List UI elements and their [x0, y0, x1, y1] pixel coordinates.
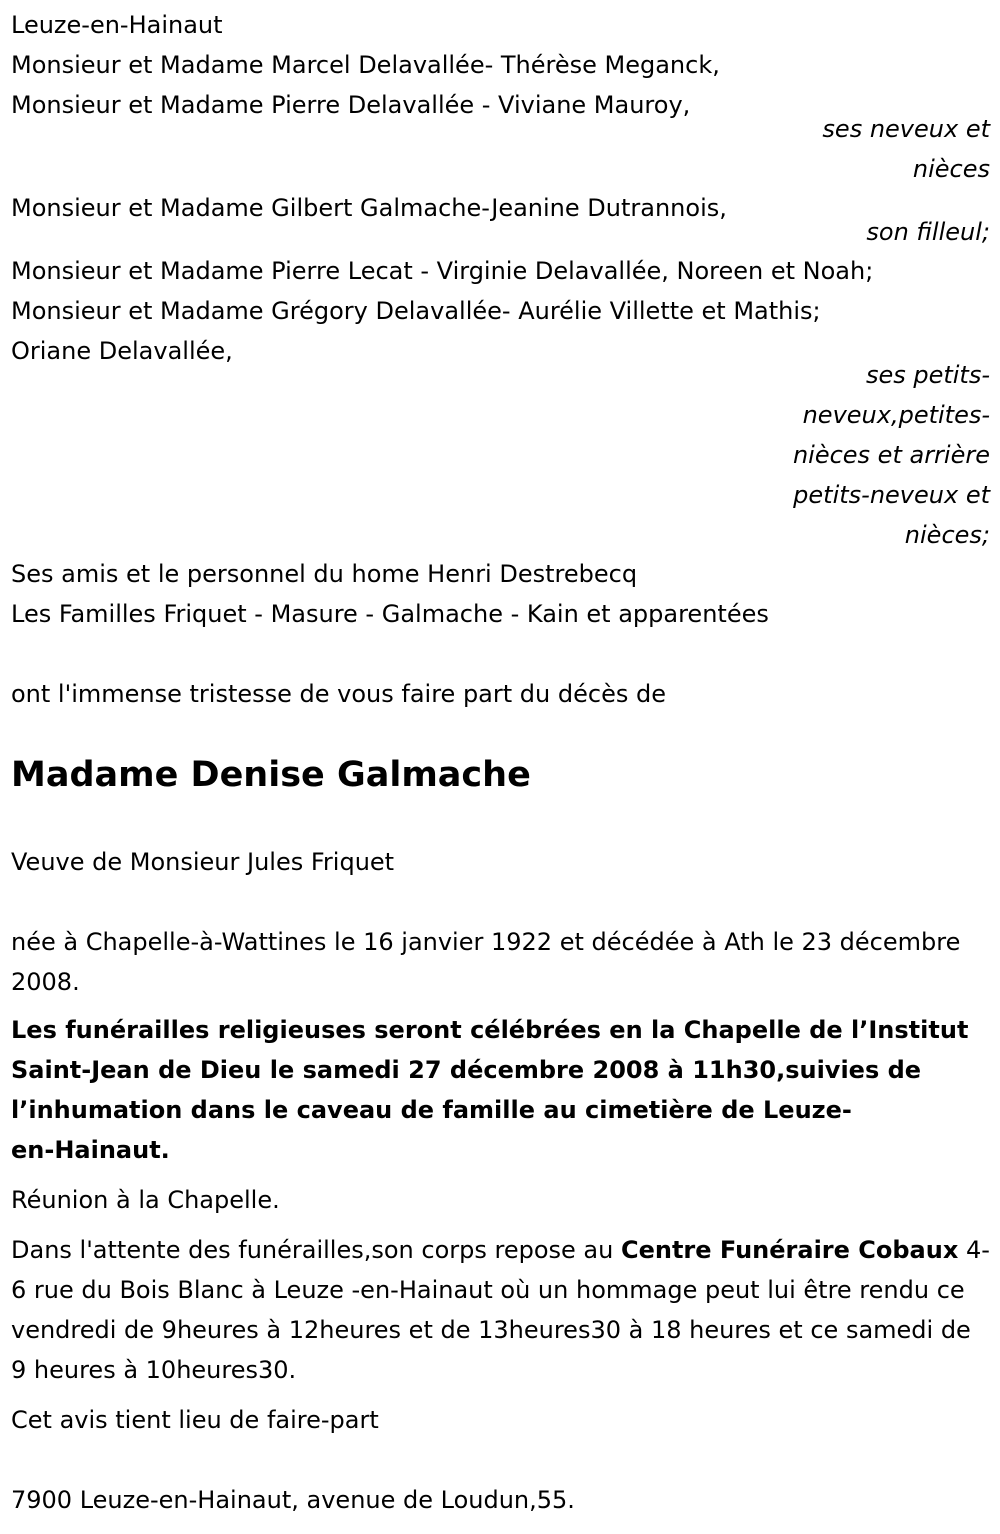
- relation-label: nièces: [912, 155, 990, 183]
- funeral-center-name: Centre Funéraire Cobaux: [620, 1236, 959, 1264]
- family-line: Monsieur et Madame Marcel Delavallée- Thérèse Meganck,: [11, 51, 720, 79]
- relation-label: neveux,petites-: [802, 401, 990, 429]
- repose-intro: Dans l'attente des funérailles,son corps repose au: [11, 1236, 621, 1264]
- widow-line: Veuve de Monsieur Jules Friquet: [11, 848, 395, 876]
- relation-label: nièces;: [904, 521, 990, 549]
- family-line: Monsieur et Madame Gilbert Galmache-Jeanine Dutrannois,: [11, 194, 727, 222]
- relation-label: ses petits-: [865, 361, 990, 389]
- address-line: 7900 Leuze-en-Hainaut, avenue de Loudun,55.: [11, 1486, 575, 1514]
- birth-death-paragraph: née à Chapelle-à-Wattines le 16 janvier 1922 et décédée à Ath le 23 décembre 2008.: [11, 928, 961, 996]
- faire-part-line: Cet avis tient lieu de faire-part: [11, 1406, 379, 1434]
- family-line: Monsieur et Madame Pierre Lecat - Virginie Delavallée, Noreen et Noah;: [11, 257, 874, 285]
- others-line: Les Familles Friquet - Masure - Galmache - Kain et apparentées: [11, 600, 769, 628]
- repose-paragraph: [11, 1230, 991, 1390]
- family-line: Oriane Delavallée,: [11, 337, 233, 365]
- relation-label: nièces et arrière: [792, 441, 990, 469]
- relation-label: son filleul;: [866, 218, 990, 246]
- location-line: Leuze-en-Hainaut: [11, 11, 223, 39]
- family-line: Monsieur et Madame Grégory Delavallée- Aurélie Villette et Mathis;: [11, 297, 821, 325]
- funeral-line: Les funérailles religieuses seront célébrées en la Chapelle de l’Institut: [11, 1016, 969, 1044]
- deceased-name: Madame Denise Galmache: [11, 755, 531, 795]
- funeral-line: Saint-Jean de Dieu le samedi 27 décembre 2008 à 11h30,suivies de: [11, 1056, 922, 1084]
- others-line: Ses amis et le personnel du home Henri Destrebecq: [11, 560, 638, 588]
- reunion-line: Réunion à la Chapelle.: [11, 1186, 280, 1214]
- announcement-line: ont l'immense tristesse de vous faire part du décès de: [11, 680, 666, 708]
- relation-label: petits-neveux et: [793, 481, 990, 509]
- funeral-line: l’inhumation dans le caveau de famille au cimetière de Leuze-: [11, 1096, 852, 1124]
- family-line: Monsieur et Madame Pierre Delavallée - Viviane Mauroy,: [11, 91, 691, 119]
- repose-details: 4-6 rue du Bois Blanc à Leuze -en-Hainaut où un hommage peut lui être rendu ce vendredi de 9heures à 12heures et de 13heures30 à 18 heures et ce samedi de 9 heures à 10heures30.: [11, 1236, 990, 1384]
- funeral-line: en-Hainaut.: [11, 1136, 170, 1164]
- relation-label: ses neveux et: [822, 115, 990, 143]
